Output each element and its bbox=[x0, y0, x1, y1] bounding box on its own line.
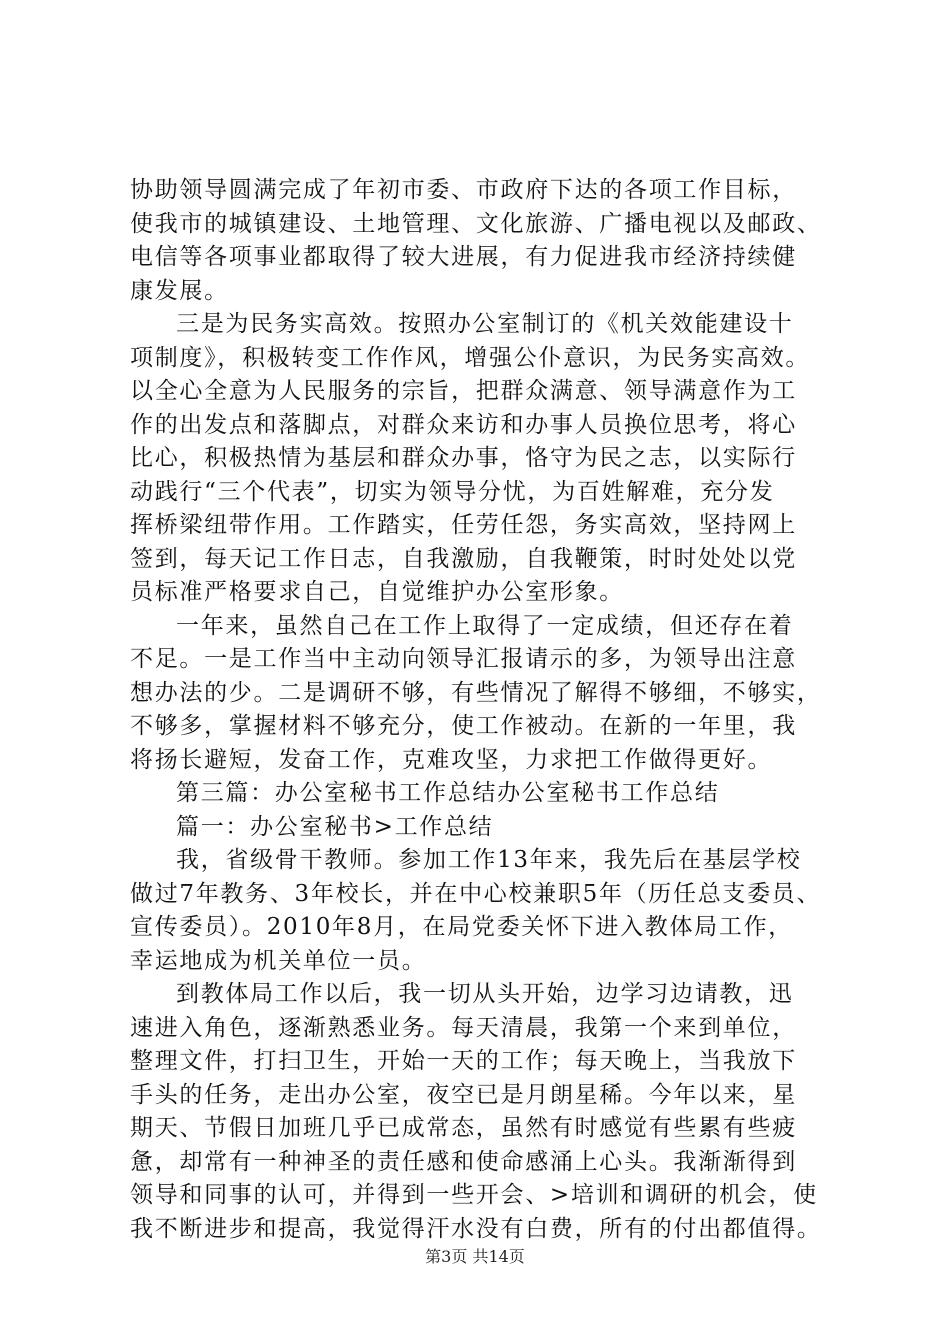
text-line-12: 签到，每天记工作日志，自我激励，自我鞭策，时时处处以党 bbox=[130, 545, 797, 572]
text-line-29: 期天、节假日加班几乎已成常态，虽然有时感觉有些累有些疲 bbox=[130, 1115, 797, 1141]
text-line-23: 宣传委员）。2010年8月，在局党委关怀下进入教体局工作， bbox=[130, 914, 793, 940]
text-line-31: 领导和同事的认可，并得到一些开会、>培训和调研的机会，使 bbox=[130, 1182, 818, 1208]
text-line-16: 想办法的少。二是调研不够，有些情况了解得不够细，不够实， bbox=[130, 679, 822, 706]
text-line-26: 速进入角色，逐渐熟悉业务。每天清晨，我第一个来到单位， bbox=[130, 1014, 797, 1041]
text-line-15: 不足。一是工作当中主动向领导汇报请示的多，为领导出注意 bbox=[130, 646, 797, 672]
text-line-8: 作的出发点和落脚点，对群众来访和办事人员换位思考，将心 bbox=[130, 411, 797, 438]
text-line-14: 一年来，虽然自己在工作上取得了一定成绩，但还存在着 bbox=[176, 612, 794, 639]
text-line-25: 到教体局工作以后，我一切从头开始，边学习边请教，迅 bbox=[176, 981, 794, 1007]
text-line-30: 惫，却常有一种神圣的责任感和使命感涌上心头。我渐渐得到 bbox=[130, 1148, 797, 1175]
text-line-3: 电信等各项事业都取得了较大进展，有力促进我市经济持续健 bbox=[130, 244, 797, 270]
text-line-4: 康发展。 bbox=[130, 277, 229, 304]
page-footer: 第3页 共14页 bbox=[425, 1247, 525, 1266]
text-line-22: 做过7年教务、3年校长，并在中心校兼职5年（历任总支委员、 bbox=[130, 880, 822, 907]
text-line-6: 项制度》，积极转变工作作风，增强公仆意识，为民务实高效。 bbox=[130, 344, 811, 371]
subsection-heading: 篇一：办公室秘书>工作总结 bbox=[176, 813, 494, 840]
text-line-18: 将扬长避短，发奋工作，克难攻坚，力求把工作做得更好。 bbox=[130, 746, 773, 773]
text-line-7: 以全心全意为人民服务的宗旨，把群众满意、领导满意作为工 bbox=[130, 378, 797, 404]
text-line-21: 我，省级骨干教师。参加工作13年来，我先后在基层学校 bbox=[176, 847, 802, 873]
text-line-10: 动践行“三个代表”，切实为领导分忧，为百姓解难，充分发 bbox=[130, 478, 775, 505]
text-line-32: 我不断进步和提高，我觉得汗水没有白费，所有的付出都值得。 bbox=[130, 1215, 822, 1242]
document-body bbox=[130, 174, 835, 1246]
text-line-11: 挥桥梁纽带作用。工作踏实，任劳任怨，务实高效，坚持网上 bbox=[130, 512, 797, 538]
text-line-13: 员标准严格要求自己，自觉维护办公室形象。 bbox=[130, 579, 624, 605]
text-line-24: 幸运地成为机关单位一员。 bbox=[130, 947, 427, 974]
text-line-9: 比心，积极热情为基层和群众办事，恪守为民之志，以实际行 bbox=[130, 445, 797, 471]
text-line-28: 手头的任务，走出办公室，夜空已是月朗星稀。今年以来，星 bbox=[130, 1081, 797, 1108]
text-line-5: 三是为民务实高效。按照办公室制订的《机关效能建设十 bbox=[176, 311, 794, 337]
text-line-17: 不够多，掌握材料不够充分，使工作被动。在新的一年里，我 bbox=[130, 713, 797, 739]
text-line-1: 协助领导圆满完成了年初市委、市政府下达的各项工作目标， bbox=[130, 177, 797, 203]
text-line-2: 使我市的城镇建设、土地管理、文化旅游、广播电视以及邮政、 bbox=[130, 210, 822, 237]
section-heading: 第三篇：办公室秘书工作总结办公室秘书工作总结 bbox=[176, 780, 720, 806]
text-line-27: 整理文件，打扫卫生，开始一天的工作；每天晚上，当我放下 bbox=[130, 1048, 797, 1074]
